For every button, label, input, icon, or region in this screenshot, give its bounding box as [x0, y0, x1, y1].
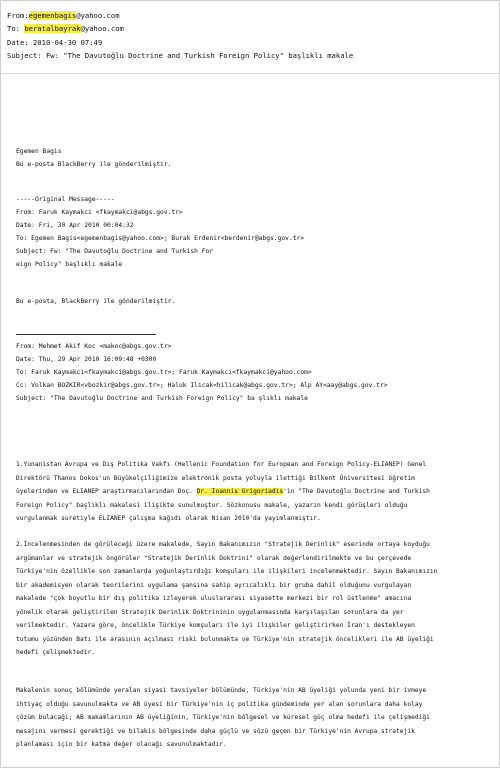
header-divider — [1, 73, 499, 74]
p3-line: planlaması için bir katma değer olacağı savunulmaktadır. — [16, 741, 227, 748]
original-date: Date: Fri, 30 Apr 2010 00:04:32 — [16, 222, 134, 229]
original-marker: -----Original Message----- — [16, 196, 115, 203]
p1-line — [16, 485, 496, 499]
p2-line: argümanlar ve stratejik öngörüler "Stratejik Derinlik Doktrini" olarak değerlendirilmekte ve bu çerçevede — [16, 554, 412, 562]
p2-line: hedefi çelişmektedir. — [16, 649, 96, 656]
to-label: To: — [7, 24, 20, 34]
email-header — [7, 9, 491, 62]
to-domain[interactable]: @yahoo.com — [80, 24, 124, 34]
original-subject-line1: Subject: Fw: "The Davutoğlu Doctrine and Turkish For — [16, 248, 214, 255]
p2-line: tutumu yüzünden Batı ile arasının açılması riski bulunmakta ve Türkiye'nin stratejik öncelikleri ile AB üyeliği — [16, 635, 434, 643]
subject-value: Fw: "The Davutoğlu Doctrine and Turkish Foreign Policy" başlıklı makale — [45, 50, 354, 60]
forwarded-subject: Subject: "The Davutoğlu Doctrine and Turkish Foreign Policy" ba şlıklı makale — [16, 395, 308, 402]
p1-line: Foreign Policy" başlıklı makalesi ilişikte sunulmuştur. Sözkonusu makale, yazarın kendi görüşleri olduğu — [16, 501, 408, 509]
header-subject — [7, 49, 491, 62]
forwarded-date: Date: Thu, 29 Apr 2010 16:09:48 +0300 — [16, 356, 157, 363]
p1-line-end: 'in "The Davutoğlu Doctrine and Turkish — [283, 488, 430, 495]
signature-block — [16, 145, 496, 171]
body-paragraph-3 — [16, 684, 496, 752]
p3-line: Makalenin sonuç bölümünde yeralan siyasi tavsiyeler bölümünde, Türkiye'nin AB üyeliği yolunda yeni bir ivmeye — [16, 687, 427, 694]
p2-line: verilmektedir. Yazara göre, öncelikle Türkiye komşuları ile iyi ilişkiler geliştirirken İran'ı destekleyen — [16, 622, 415, 629]
p1-line: 1.Yunanistan Avrupa ve Dış Politika Vakfı (Hellenic Foundation for European and Foreign Policy-ELIANEP) Genel — [16, 461, 427, 468]
p2-line: Türkiye'nin özellikle son zamanlarda yoğunlaştırdığı komşuları ile ilişkileri incelenmektedir. Sayın Bakanımızın — [16, 568, 438, 575]
p1-line-start: üyelerinden ve ELIANEP araştırmacılarından Doç. — [16, 488, 197, 495]
to-highlight[interactable]: beratalbayrak — [24, 24, 81, 34]
from-highlight[interactable]: egemenbagis — [28, 11, 77, 20]
original-to: To: Egemen Bagis<egemenbagis@yahoo.com>; Burak Erdenir<berdenir@abgs.gov.tr> — [16, 235, 305, 242]
body-paragraph-2 — [16, 538, 496, 660]
date-value: 2010-04-30 07:49 — [32, 37, 103, 47]
original-subject-line2: eign Policy" başlıklı makale — [16, 261, 123, 268]
author-highlight: Dr. Ioannis Grigoriadis — [196, 488, 284, 495]
header-to — [7, 22, 491, 35]
signature-name: Egemen Bagis — [16, 148, 62, 155]
header-date — [7, 36, 491, 49]
original-message-block — [16, 193, 496, 271]
p2-line: bir akademisyen olarak teorilerini uygulama şansına sahip ayrıcalıklı bir gruba dahil olduğunu vurgulayan — [16, 581, 412, 589]
from-label: From: — [7, 11, 29, 20]
p1-line: vurgulanmak suretiyle ELIANEP çalışma kağıdı olarak Nisan 2010'da yayımlanmıştır. — [16, 515, 321, 522]
forwarded-to: To: Faruk Kaymakci<fkaymakci@abgs.gov.tr>; Faruk Kaymakci<fkaymakci@yahoo.com> — [16, 369, 312, 376]
p1-line: Direktörü Thanos Dokos'un Büyükelçiliğimize elektronik posta yoluyla ilettiği Bilkent Üniversitesi öğretim — [16, 474, 415, 482]
subject-label: Subject: — [7, 50, 42, 60]
header-from — [7, 9, 491, 22]
original-sent-via-block — [16, 295, 496, 308]
forwarded-header-block — [16, 340, 496, 405]
body-paragraph-1 — [16, 458, 496, 526]
signature-sent-via: Bu e-posta BlackBerry ile gönderilmiştir. — [16, 161, 172, 168]
date-label: Date: — [7, 37, 29, 47]
forwarded-cc: Cc: Volkan BOZKIR<vbozkir@abgs.gov.tr>; Haluk Ilicak<hilicak@abgs.gov.tr>; Alp AY<aay@abgs.gov.tr> — [16, 382, 388, 389]
from-domain[interactable]: @yahoo.com — [76, 11, 120, 20]
p3-line: ihtiyaç olduğu savunulmakta ve AB üyesi bir Türkiye'nin iç politika gündeminde yer alan sorunlara daha kolay — [16, 700, 423, 708]
original-sent-via: Bu e-posta, BlackBerry ile gönderilmiştir. — [16, 298, 176, 305]
original-from: From: Faruk Kaymakci <fkaymakci@abgs.gov.tr> — [16, 209, 183, 216]
forward-separator — [16, 334, 156, 335]
p3-line: çözüm bulacağı; AB makamlarının AB üyeliğinin, Türkiye'nin bölgesel ve küresel güç olma hedefi ile çelişmediği — [16, 714, 430, 721]
p2-line: yönelik olarak geliştirilen Stratejik Derinlik Doktrininin uygulanmasında karşılaşılan sorunlara da yer — [16, 608, 404, 616]
p3-line: mesajını vermesi gerektiği ve bilakis bölgesinde daha güçlü ve sözü geçen bir Türkiye'nin Avrupa stratejik — [16, 727, 415, 735]
forwarded-from: From: Mehmet Akif Koc <makoc@abgs.gov.tr> — [16, 343, 172, 350]
p2-line: 2.İncelenmesinden de görüleceği üzere makalede, Sayın Bakanımızın "Stratejik Derinlik" eserinde ortaya koyduğu — [16, 541, 430, 548]
p2-line: makalede "çok boyutlu bir dış politika izleyerek uluslararası siyasette merkezi bir rol üstlenme" amacına — [16, 595, 412, 602]
